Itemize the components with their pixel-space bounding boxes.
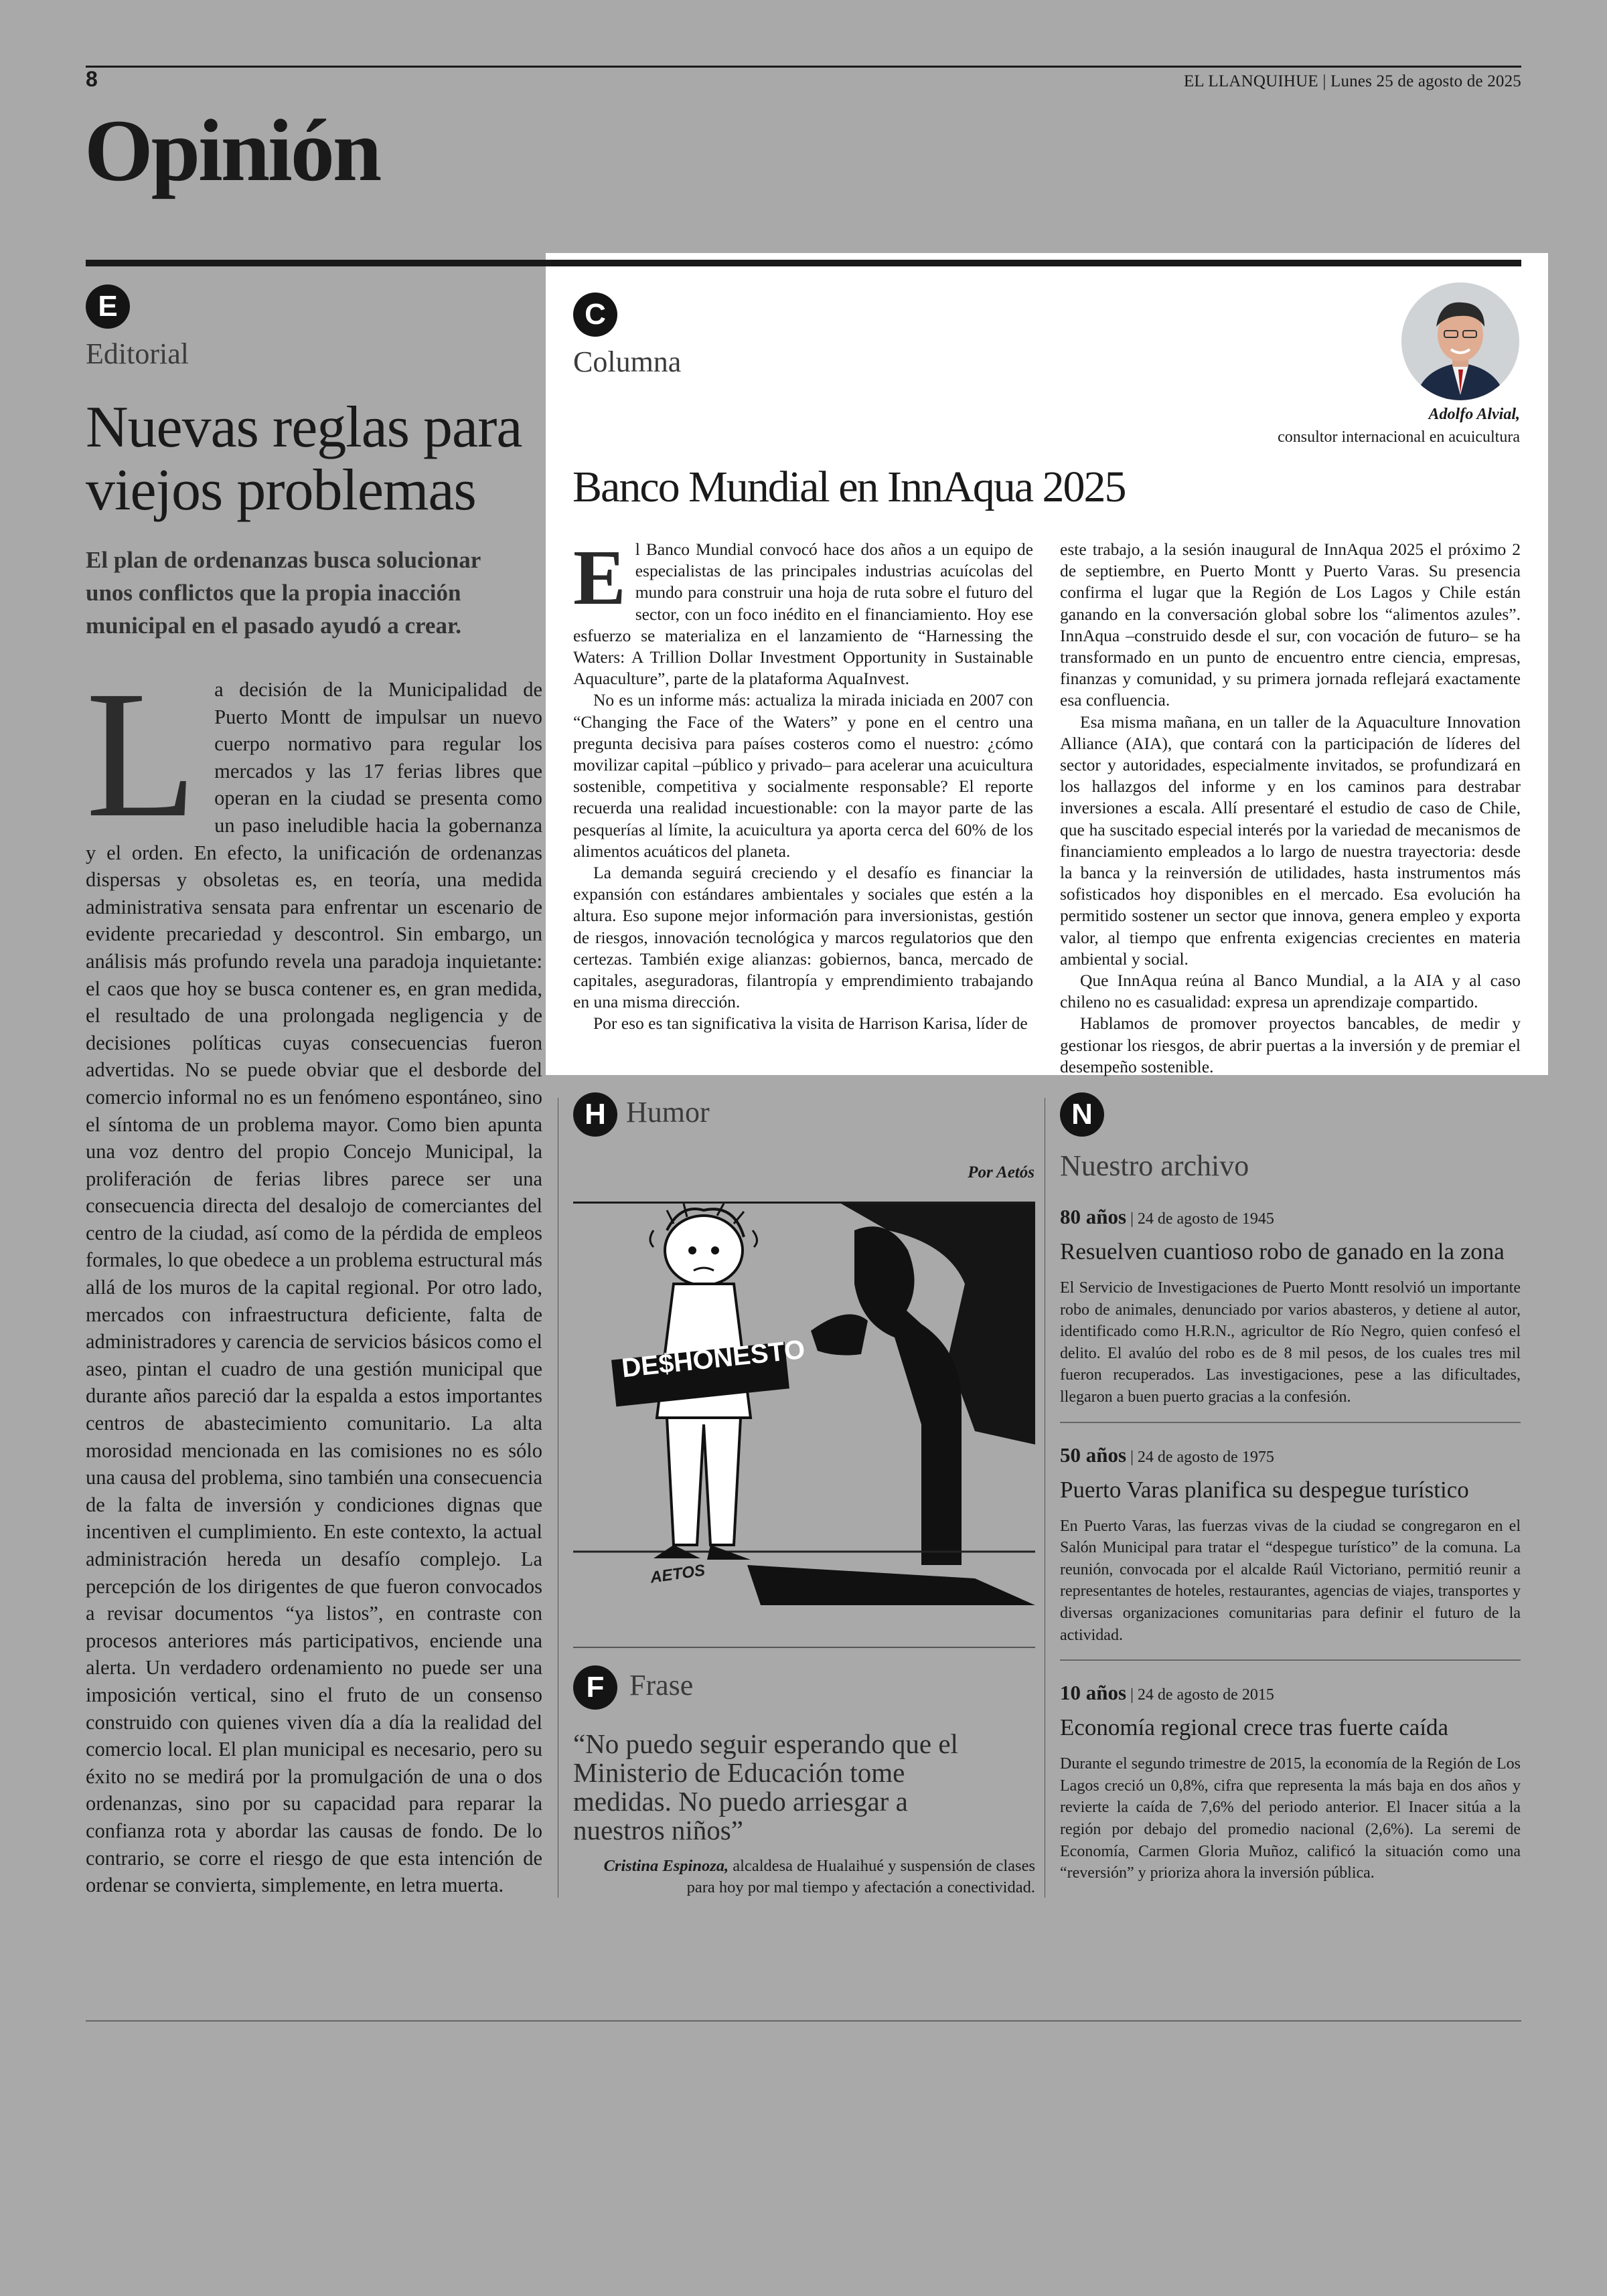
author-role: consultor internacional en acuicultura [1278, 428, 1520, 446]
archive-item: 50 años | 24 de agosto de 1975 Puerto Varas planifica su despegue turístico En Puerto Varas, las fuerzas vivas de la ciudad se congregaron en el Salón Municipal para tratar el “despegue turístico” de la comuna. La reunión, convocada por el alcalde Raúl Victoriano, permitió reunir a representantes de hoteles, restaurantes, agencias de viajes, transportes y diversas organizaciones comunitarias para definir el futuro de la actividad. [1060, 1443, 1521, 1661]
cartoon [573, 1204, 1035, 1625]
frase-label: Frase [629, 1669, 694, 1702]
humor-bottom-rule [573, 1647, 1035, 1648]
column-top-rule [546, 260, 1521, 266]
column-body-right: este trabajo, a la sesión inaugural de InnAqua 2025 el próximo 2 de septiembre, en Puerto Montt y Puerto Varas. Su presencia confirma el lugar que la Región de Los Lagos y Chile están ganando en la conversación global sobre los “alimentos azules”. InnAqua –construido desde el sur, con vocación de futuro– se ha transformado en un punto de encuentro entre ciencia, empresas, finanzas y comunidad, y su primera jornada reflejará exactamente esa confluencia. Esa misma mañana, en un taller de la Aquaculture Innovation Alliance (AIA), que contará con la participación de líderes del sector y autoridades, especialmente invitados, se profundizará en los hallazgos del informe y en los caminos para destrabar inversiones a escala. Allí presentaré el estudio de caso de Chile, que ha suscitado especial interés por la variedad de mecanismos de financiamiento empleados a lo largo de nuestra trayectoria: desde la banca y la reinversión de utilidades, hasta instrumentos más sofisticados hoy disponibles en el mercado. Esa evolución ha permitido sostener un sector que innova, genera empleo y exporta valor, al tiempo que enfrenta exigencias crecientes en materia ambiental y social. Que InnAqua reúna al Banco Mundial, a la AIA y al caso chileno no es casualidad: expresa un aprendizaje compartido. Hablamos de promover proyectos bancables, de medir y gestionar los riesgos, de abrir puertas a la inversión y de premiar el desempeño sostenible. [1060, 540, 1521, 1076]
cartoon-signature: AETOS [649, 1561, 706, 1587]
page-title: Opinión [84, 101, 380, 199]
column-label: Columna [573, 345, 682, 378]
editorial-body: La decisión de la Municipalidad de Puerto Montt de impulsar un nuevo cuerpo normativo para regular los mercados y las 17 ferias libres que operan en la ciudad se presenta como un paso ineludible hacia la gobernanza y el orden. En efecto, la unificación de ordenanzas dispersas y obsoletas es, en teoría, una medida administrativa sensata para enfrentar un escenario de evidente precariedad y descontrol. Sin embargo, un análisis más profundo revela una paradoja inquietante: el caos que hoy se busca contener es, en gran medida, el resultado de una prolongada negligencia y de decisiones políticas cuyas consecuencias fueron advertidas. No se puede obviar que el desborde del comercio informal no es un fenómeno espontáneo, sino el síntoma de un problema mayor. Como bien apunta una voz dentro del propio Concejo Municipal, la proliferación de ferias libres parece ser una consecuencia directa del desalojo de comerciantes del centro de la ciudad, así como de la pérdida de empleos formales, lo que obedece a un problema estructural más allá de los muros de la capital regional. Por otro lado, mercados con infraestructura deficiente, falta de administradores y carencia de servicios básicos como el aseo, pintan el cuadro de una gestión municipal que durante años pareció dar la espalda a estos importantes centros de abastecimiento comunitario. La alta morosidad mencionada en las comisiones no es sólo una causa del problema, sino también una consecuencia de la falta de inversión y condiciones dignas que incentiven el cumplimiento. En este contexto, la actual administración hereda un desafío complejo. La percepción de los dirigentes de que fueron convocados a revisar documentos “ya listos”, en contraste con procesos anteriores más participativos, enciende una alerta. Un verdadero ordenamiento no puede ser una imposición vertical, sino el fruto de un consenso construido con quienes viven día a día la realidad del comercio local. El plan municipal es necesario, pero su éxito no se medirá por la promulgación de una o dos ordenanzas, sino por su capacidad para reparar la confianza rota y abordar las causas de fondo. De lo contrario, se corre el riesgo de que esta intención de ordenar se convierta, simplemente, en letra muerta. [86, 653, 542, 1897]
frase-quote: “No puedo seguir esperando que el Ministerio de Educación tome medidas. No puedo arriesgar a nuestros niños” [573, 1728, 958, 1846]
archive-item-title: Resuelven cuantioso robo de ganado en la zona [1060, 1238, 1505, 1264]
column-badge: C [573, 293, 617, 337]
top-rule [86, 66, 1521, 68]
frase-attribution: Cristina Espinoza, alcaldesa de Hualaihué y suspensión de clases para hoy por mal tiempo y afectación a conectividad. [603, 1857, 1035, 1896]
bottom-rule [86, 2020, 1521, 2022]
archive-list [1060, 1185, 1521, 1884]
humor-credit: Por Aetós [968, 1163, 1035, 1181]
editorial-label: Editorial [86, 337, 189, 370]
author-avatar [1401, 282, 1519, 400]
archive-label: Nuestro archivo [1060, 1149, 1249, 1182]
frase-badge: F [573, 1665, 617, 1710]
archive-divider [1060, 1659, 1521, 1661]
editorial-badge: E [86, 284, 130, 329]
editorial-deck: El plan de ordenanzas busca solucionar unos conflictos que la propia inacción municipal en el pasado ayudó a crear. [86, 547, 481, 639]
archive-item-title: Economía regional crece tras fuerte caída [1060, 1714, 1449, 1741]
masthead: EL LLANQUIHUE | Lunes 25 de agosto de 2025 [1183, 72, 1521, 90]
editorial-headline: Nuevas reglas para viejos problemas [86, 395, 522, 523]
cartoon-sign: DE$HONESTO [620, 1334, 807, 1384]
archive-item: 80 años | 24 de agosto de 1945 Resuelven cuantioso robo de ganado en la zona El Servicio de Investigaciones de Puerto Montt resolvió un importante robo de animales, denunciado por varios abasteros, y detiene al autor, identificado como H.R.N., agricultor de Río Negro, quien confesó el delito. El avalúo del robo es de 8 mil pesos, de los cuales tres mil fueron recuperados. Las investigaciones, pese a las dificultades, llegaron a buen puerto gracias a la confesión. [1060, 1205, 1521, 1423]
editorial-dropcap: L [86, 653, 198, 855]
archive-divider [1060, 1422, 1521, 1423]
column-dropcap: E [573, 534, 626, 621]
humor-badge: H [573, 1092, 617, 1137]
archive-badge: N [1060, 1092, 1104, 1137]
column-body-left: El Banco Mundial convocó hace dos años a un equipo de especialistas de las principales industrias acuícolas del mundo para construir una hoja de ruta sobre el futuro del sector, con un foco inédito en el financiamiento. Hoy ese esfuerzo se materializa en el lanzamiento de “Harnessing the Waters: A Trillion Dollar Investment Opportunity in Sustainable Aquaculture”, parte de la plataforma AquaInvest. No es un informe más: actualiza la mirada iniciada en 2007 con “Changing the Face of the Waters” y pone en el centro una pregunta decisiva para países costeros como el nuestro: ¿cómo movilizar capital –público y privado– para acelerar una acuicultura sostenible, competitiva y socialmente responsable? El reporte recuerda una realidad incuestionable: con la mayor parte de las pesquerías al límite, la acuicultura ya aporta cerca del 60% de los alimentos acuáticos del planeta. La demanda seguirá creciendo y el desafío es financiar la expansión con estándares ambientales y sociales que estén a la altura. Eso supone mejor información para inversionistas, gestión de riesgos, innovación tecnológica y marcos regulatorios que den certezas. También exige alianzas: gobiernos, banca, mercado de capitales, aseguradoras, filantropía y emprendimiento trabajando en una misma dirección. Por eso es tan significativa la visita de Harrison Karisa, líder de [573, 534, 1033, 1034]
page-number: 8 [86, 67, 98, 91]
column-headline: Banco Mundial en InnAqua 2025 [572, 463, 1126, 511]
archive-item-title: Puerto Varas planifica su despegue turístico [1060, 1476, 1469, 1503]
humor-label: Humor [626, 1096, 710, 1129]
author-name: Adolfo Alvial, [1428, 406, 1520, 423]
archive-item: 10 años | 24 de agosto de 2015 Economía regional crece tras fuerte caída Durante el segundo trimestre de 2015, la economía de la Región de Los Lagos creció un 0,8%, cifra que representa la más baja en dos años y revierte la caída de 7,6% del periodo anterior. El Inacer sitúa a la región por debajo del promedio nacional (2,6%). La seremi de Economía, Carmen Gloria Muñoz, calificó la situación como una “reversión” y prioriza ahora la inversión pública. [1060, 1681, 1521, 1882]
